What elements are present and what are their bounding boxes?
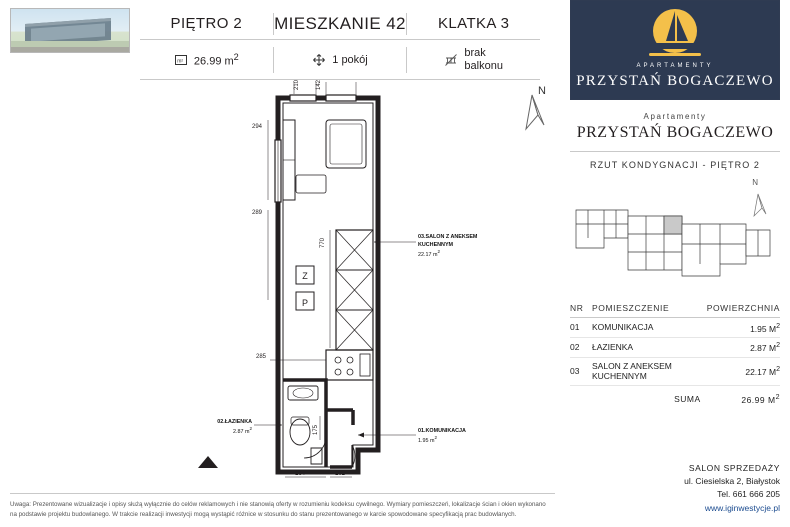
row-room: KOMUNIKACJA — [592, 318, 707, 338]
table-row — [570, 337, 780, 357]
sales-office-url[interactable]: www.iginwestycje.pl — [704, 502, 780, 513]
sum-value: 26.99 $M^2$ — [741, 392, 780, 405]
area-icon — [174, 53, 188, 67]
table-row — [570, 357, 780, 385]
svg-text:P: P — [301, 298, 309, 308]
rooms-info — [274, 53, 407, 67]
disclaimer-line-1: Uwaga: Prezentowane wizualizacje i opisy służą wyłącznie do celów reklamowych i nie stanowią oferty w rozumieniu kodeksu cywilnego. Wymiary pomieszczeń, lokalizacje ścian i okien wykonano — [10, 501, 546, 509]
building-thumbnail — [10, 8, 130, 53]
svg-text:164: 164 — [294, 471, 306, 477]
sailboat-logo-icon — [666, 11, 675, 41]
keyplan-north-label: N — [752, 178, 758, 187]
sales-office-block — [570, 462, 780, 515]
title-bar — [140, 8, 540, 40]
svg-text:175: 175 — [313, 424, 319, 436]
key-plan — [570, 176, 780, 296]
svg-text:Z: Z — [302, 271, 308, 281]
sales-office-address: ul. Ciesielska 2, Białystok — [684, 476, 780, 487]
sail-secondary-icon — [677, 15, 688, 41]
road-shape — [11, 47, 130, 52]
keyplan-drawing — [570, 186, 780, 294]
svg-text:285: 285 — [255, 354, 266, 360]
balcony-value — [464, 47, 503, 72]
svg-text:m²: m² — [177, 57, 183, 64]
staircase-title: KLATKA 3 — [438, 15, 510, 32]
wave-shape — [649, 53, 701, 56]
rooms-table — [570, 300, 780, 408]
rooms-value: 1 pokój — [332, 53, 368, 66]
row-nr: 02 — [570, 337, 592, 357]
svg-text:289: 289 — [251, 210, 262, 216]
logo-name: PRZYSTAŃ BOGACZEWO — [576, 73, 774, 89]
hull-shape — [655, 43, 695, 49]
panel-title: PRZYSTAŃ BOGACZEWO — [576, 124, 774, 141]
room-label-salon: 03.SALON Z ANEKSEM KUCHENNYM 22.17 $m^2$ — [418, 234, 478, 259]
room-label-bathroom: 02.ŁAZIENKA 2.87 $m^2$ — [217, 419, 252, 435]
right-panel — [570, 112, 780, 472]
north-label: N — [538, 85, 546, 97]
info-bar — [140, 40, 540, 80]
header-room: POMIESZCZENIE — [592, 300, 707, 318]
svg-text:102: 102 — [334, 471, 346, 477]
panel-floor-label: RZUT KONDYGNACJI - PIĘTRO 2 — [589, 160, 761, 170]
sum-label: SUMA — [674, 393, 701, 404]
legal-disclaimer — [10, 493, 555, 519]
row-nr: 01 — [570, 318, 592, 338]
header-area: POWIERZCHNIA — [707, 300, 780, 318]
no-balcony-icon — [444, 53, 458, 67]
sales-office-title: SALON SPRZEDAŻY — [688, 463, 780, 473]
row-area: 22.17 $M^2$ — [707, 357, 780, 385]
area-value: 26.99 $m^2$ — [193, 51, 239, 68]
brand-logo — [570, 0, 780, 100]
svg-text:294: 294 — [251, 124, 262, 130]
balcony-info — [407, 47, 540, 72]
table-row — [570, 318, 780, 338]
row-area: 1.95 $M^2$ — [707, 318, 780, 338]
svg-text:210: 210 — [294, 80, 300, 90]
svg-text:770: 770 — [320, 237, 326, 248]
svg-text:142: 142 — [316, 80, 322, 90]
rooms-icon — [312, 53, 326, 67]
room-label-hall: 01.KOMUNIKACJA 1.95 $m^2$ — [418, 428, 466, 444]
row-room: SALON Z ANEKSEM KUCHENNYM — [592, 357, 707, 385]
balcony-line-2: balkonu — [464, 59, 503, 72]
apartment-title: MIESZKANIE 42 — [274, 13, 406, 33]
apartment-floor-plan — [130, 80, 560, 480]
logo-overline: APARTAMENTY — [636, 63, 714, 69]
table-header-row — [570, 300, 780, 318]
disclaimer-line-2: na podstawie projektu budowlanego. W trakcie realizacji inwestycji mogą wystąpić różnice w stosunku do stanu prezentowanego w karcie spowodowane specyfikacją prac budowlanych. — [10, 510, 517, 518]
floor-title: PIĘTRO 2 — [170, 15, 243, 32]
row-nr: 03 — [570, 357, 592, 385]
panel-overline: Apartamenty — [643, 112, 707, 121]
balcony-line-1: brak — [464, 46, 486, 59]
area-info — [140, 52, 273, 68]
divider — [570, 151, 780, 152]
row-area: 2.87 $M^2$ — [707, 337, 780, 357]
header-nr: NR — [570, 300, 592, 318]
table-sum-row — [570, 385, 780, 408]
sales-office-phone: Tel. 661 666 205 — [717, 489, 780, 500]
row-room: ŁAZIENKA — [592, 337, 707, 357]
